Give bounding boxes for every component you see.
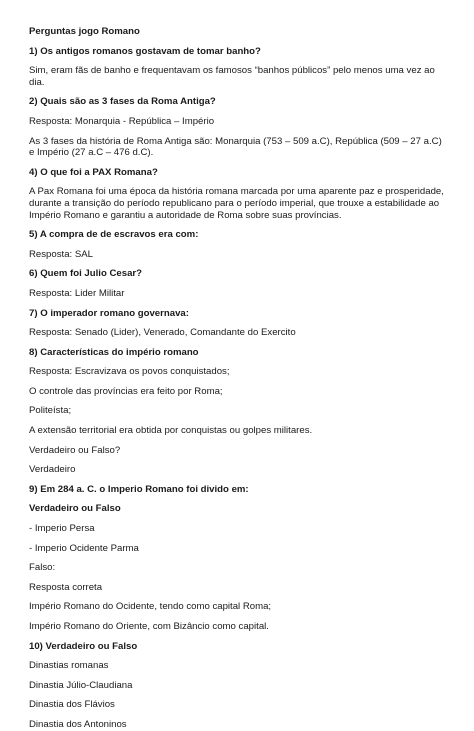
question-9-line: Resposta correta [29, 581, 103, 593]
question-8-line: Verdadeiro ou Falso? [29, 444, 121, 456]
question-8-line: O controle das províncias era feito por Roma; [29, 385, 223, 397]
question-4-heading: 4) O que foi a PAX Romana? [29, 166, 158, 178]
question-10-line: Dinastia dos Antoninos [29, 718, 127, 730]
question-9-line: - Imperio Persa [29, 523, 95, 535]
question-2-heading: 2) Quais são as 3 fases da Roma Antiga? [29, 96, 216, 108]
question-8-line: Politeísta; [29, 405, 72, 417]
question-9-line: Império Romano do Oriente, com Bizâncio como capital. [29, 621, 269, 632]
question-8-heading: 8) Características do império romano [29, 346, 199, 358]
question-2-detail: As 3 fases da história de Roma Antiga são: Monarquia (753 – 509 a.C), República (509 – 27 a.C) e Império (27 a.C – 476 d.C). [29, 135, 442, 159]
question-6-heading: 6) Quem foi Julio Cesar? [29, 268, 143, 280]
question-7-answer: Resposta: Senado (Lider), Venerado, Comandante do Exercito [29, 327, 296, 339]
question-4-answer: A Pax Romana foi uma época da história romana marcada por uma aparente paz e prosperidade, durante a transição do período republicano para o período imperial, que trouxe a estabilidade ao Império Romano e garantiu a autoridade de Roma sobre suas províncias. [29, 186, 444, 221]
question-7-heading: 7) O imperador romano governava: [29, 307, 189, 319]
question-9-line: - Imperio Ocidente Parma [29, 542, 139, 554]
question-9-subheading: Verdadeiro ou Falso [29, 503, 121, 515]
question-8-line: A extensão territorial era obtida por conquistas ou golpes militares. [29, 425, 313, 437]
question-1-heading: 1) Os antigos romanos gostavam de tomar banho? [29, 45, 261, 57]
question-1-answer: Sim, eram fãs de banho e frequentavam os famosos “banhos públicos” pelo menos uma vez ao dia. [29, 65, 435, 88]
question-8-line: Verdadeiro [29, 464, 76, 476]
document-title: Perguntas jogo Romano [29, 26, 140, 37]
question-10-line: Dinastia dos Flávios [29, 699, 115, 711]
question-6-answer: Resposta: Lider Militar [29, 287, 125, 299]
question-9-line: Falso: [29, 562, 56, 574]
question-10-line: Dinastias romanas [29, 660, 109, 672]
question-10-heading: 10) Verdadeiro ou Falso [29, 640, 138, 652]
question-5-heading: 5) A compra de de escravos era com: [29, 229, 199, 241]
question-9-line: Império Romano do Ocidente, tendo como capital Roma; [29, 601, 272, 613]
question-5-answer: Resposta: SAL [29, 248, 93, 260]
question-10-line: Dinastia Júlio-Claudiana [29, 679, 133, 691]
question-9-heading: 9) Em 284 a. C. o Imperio Romano foi divido em: [29, 483, 249, 495]
question-2-answer: Resposta: Monarquia - República – Império [29, 115, 215, 127]
question-8-line: Resposta: Escravizava os povos conquistados; [29, 366, 230, 378]
